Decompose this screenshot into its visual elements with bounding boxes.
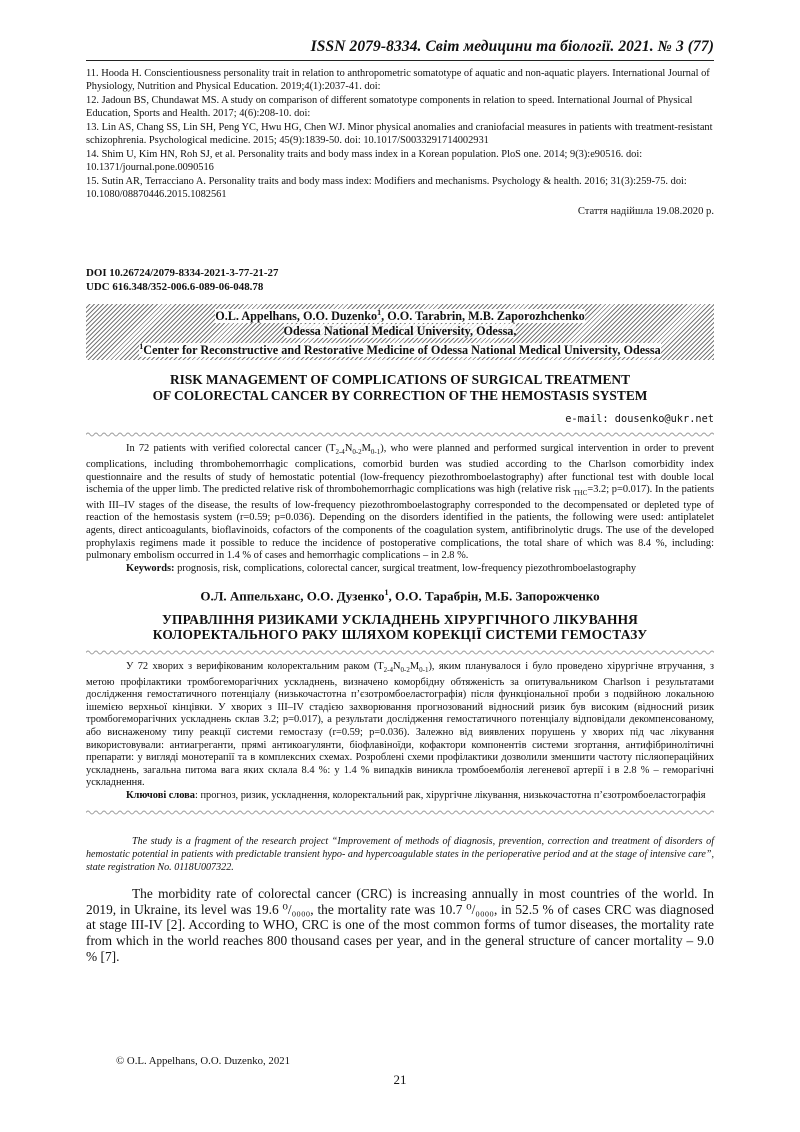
reference-item: 15. Sutin AR, Terracciano A. Personality traits and body mass index: Modifiers and mechanisms. Psychology & health. 2016; 31(3):259-75. doi: 10.1080/08870446.2015.1082561 <box>86 175 687 200</box>
authors-en: O.L. Appelhans, O.O. Duzenko <box>215 309 378 324</box>
reference-list <box>86 67 714 201</box>
title-en-line-2: OF COLORECTAL CANCER BY CORRECTION OF THE HEMOSTASIS SYSTEM <box>152 387 648 403</box>
author-superscript: 1 <box>377 308 382 318</box>
center: Center for Reconstructive and Restorative Medicine of Odessa National Medical University, Odessa <box>143 343 661 358</box>
keywords-en: Keywords: prognosis, risk, complications, colorectal cancer, surgical treatment, low-frequency piezothromboelastography <box>126 562 637 574</box>
title-en-line-1: RISK MANAGEMENT OF COMPLICATIONS OF SURGICAL TREATMENT <box>169 372 631 388</box>
university: Odessa National Medical University, Odessa, <box>283 324 517 339</box>
body-text <box>86 886 714 964</box>
wave-divider <box>86 431 714 438</box>
reference-item: 13. Lin AS, Chang SS, Lin SH, Peng YC, Hwu HG, Chen WJ. Minor physical anomalies and craniofacial measures in patients with treatment-resistant schizophrenia. Psychological medicine. 2015; 45(9):1839-50. doi: 10.1017/S0033291714002931 <box>86 121 713 147</box>
received-date: Стаття надійшла 19.08.2020 р. <box>577 206 714 218</box>
doi-block <box>86 266 714 294</box>
wave-divider <box>86 809 714 816</box>
journal-page <box>86 38 714 964</box>
title-ua-line-1: УПРАВЛІННЯ РИЗИКАМИ УСКЛАДНЕНЬ ХІРУРГІЧНОГО ЛІКУВАННЯ <box>161 611 639 627</box>
contact-email[interactable]: e-mail: dousenko@ukr.net <box>565 413 714 426</box>
reference-item: 14. Shim U, Kim HN, Roh SJ, et al. Personality traits and body mass index in a Korean population. PloS one. 2014; 9(3):e90516. doi: 10.1371/journal.pone.0090516 <box>86 148 643 173</box>
abstract-ua <box>86 661 714 803</box>
abstract-en <box>86 443 714 575</box>
affiliation-banner <box>86 304 714 360</box>
abstract-en-text: In 72 patients with verified colorectal cancer $(T_{2-4}N_{0-2}M_{0-1})$, who were planned and performed surgical intervention in order to prevent complications, including thrombohemorrhagic complications, comorbid burden was studied according to the Charlson comorbidity index questionnaire and the results of study of hemostatic potential (low-frequency piezothromboelastography) after functional test with double local ischemia of the upper limb. The predicted relative risk of thrombohemorrhagic complications was high (relative risk $_{THC}$=3.2; p=0.017). In the patients with III–IV stages of the disease, the results of low-frequency piezothromboelastography corresponded to the decompensated or depleted type of reaction of the hemostasis system (r=0.59; p=0.036). Depending on the disorders identified in the patients, the following were used: antiplatelet agents, direct anticoagulants, bioflavinoids, cofactors of the components of the coagulation system, antifibrinolytic drugs. The use of the developed prophylaxis regimens made it possible to reduce the incidence of postoperative complications, the total share of which was 8.4 %, including: pulmonary embolism occurred in 1.4 % of cases and hemorrhagic complications – in 2.8 %. <box>86 443 714 562</box>
reference-item: 12. Jadoun BS, Chundawat MS. A study on comparison of different somatotype components in relation to speed. International Journal of Physical Education, Sports and Health. 2017; 4(6):208-10. doi: <box>86 94 693 120</box>
reference-item: 11. Hooda H. Conscientiousness personality trait in relation to anthropometric somatotype of aquatic and non-aquatic players. International Journal of Physiology, Nutrition and Physical Education. 2019;4(1):2037-41. doi: <box>86 68 710 93</box>
authors-ua: О.Л. Аппельханс, О.О. Дузенко$^1$, О.О. Тарабрін, М.Б. Запорожченко <box>200 588 600 604</box>
article-title-ua <box>86 612 714 643</box>
title-ua-line-2: КОЛОРЕКТАЛЬНОГО РАКУ ШЛЯХОМ КОРЕКЦІЇ СИСТЕМИ ГЕМОСТАЗУ <box>152 627 648 643</box>
authors-en-rest: , O.O. Tarabrin, M.B. Zaporozhchenko <box>381 309 585 324</box>
wave-divider <box>86 649 714 656</box>
center-superscript: 1 <box>139 342 144 352</box>
project-note: The study is a fragment of the research project “Improvement of methods of diagnosis, prevention, correction and treatment of disorders of hemostatic potential in patients with predictable transient hypo- and hypercoagulable states in the perioperative period and at the stage of intensive care”, state registration No. 0118U007322. <box>86 835 715 873</box>
udc: UDC 616.348/352-006.6-089-06-048.78 <box>86 281 264 294</box>
abstract-ua-text: У 72 хворих з верифікованим колоректальним раком $(T_{2-4}N_{0-2}M_{0-1})$, яким планувалося і було проведено хірургічне втручання, з метою профілактики тромбогеморагічних ускладнень, визначено коморбідну обтяженість за опитувальником Charlson і результатами дослідження гемостатичного потенціалу (низькочастотна п’єзотромбоеластографія) після функціональної проби з подвійною локальною ішемією верхньої кінцівки. У хворих з III–IV стадією захворювання прогнозований відносний ризик був високим (відносний ризик тромбогеморагічних ускладнень склав 3.2; p=0.017), а результати дослідження гемостатичного потенціалу відповідали декомпенсованому, або виснаженому типу реакції системи гемостазу (r=0.59; p=0.036). Залежно від виявлених порушень у хворих під час лікування використовували: антиагреганти, прямі антикоагулянти, біофлавіноїди, кофактори компонентів системи згортання, антифібринолітичні препарати: у вигляді монотерапії та в комплексних схемах. Розроблені схеми профілактики дозволили зменшити частоту післяопераційних ускладнень, загальна питома вага яких склала 8.4 %: у 1.4 % випадків виникла тромбоемболія легеневої артерії і в 2.8 % – геморагічні ускладнення. <box>86 660 714 789</box>
doi: DOI 10.26724/2079-8334-2021-3-77-21-27 <box>86 267 279 280</box>
copyright: © O.L. Appelhans, O.O. Duzenko, 2021 <box>116 1055 291 1067</box>
article-title-en <box>86 372 714 403</box>
keywords-ua: Ключові слова: прогноз, ризик, ускладнення, колоректальний рак, хірургічне лікування, низькочастотна п’єзотромбоеластографія <box>126 789 706 801</box>
running-header: ISSN 2079-8334. Світ медицини та біології. 2021. № 3 (77) <box>86 38 714 61</box>
body-paragraph: The morbidity rate of colorectal cancer (CRC) is increasing annually in most countries of the world. In 2019, in Ukraine, its level was 19.6 ⁰/₀₀₀₀, the mortality rate was 10.7 ⁰/₀₀₀₀, in 52.5 % of cases CRC was diagnosed at stage III-IV [2]. According to WHO, CRC is one of the most common forms of tumor diseases, the mortality rate from which in the world reaches 800 thousand cases per year, and in the general structure of cancer mortality – 9.0 % [7]. <box>86 886 714 964</box>
page-number: 21 <box>393 1072 407 1087</box>
